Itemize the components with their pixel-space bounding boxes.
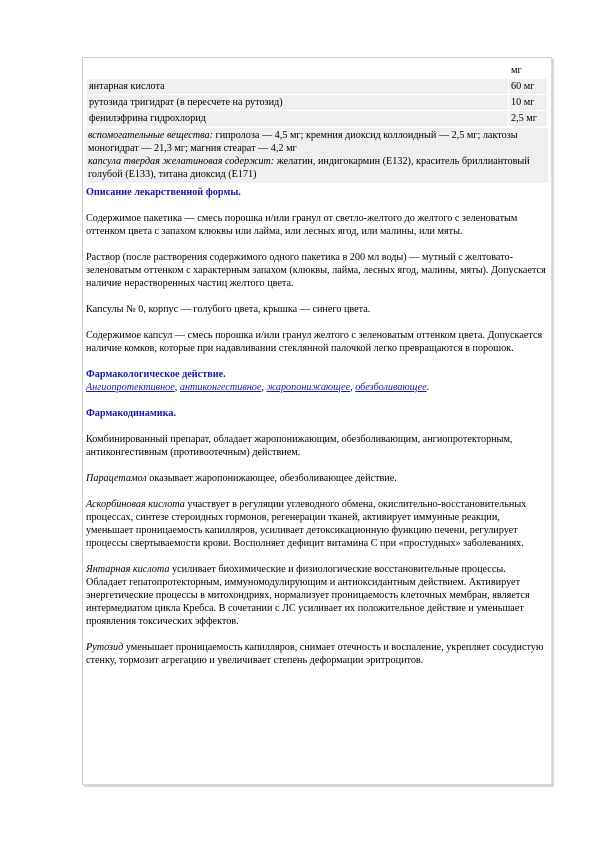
link-separator: ,	[261, 382, 267, 393]
link-separator: ,	[174, 382, 180, 393]
term-text: уменьшает проницаемость капилляров, снимает отечность и воспаление, укрепляет сосудистую стенку, тормозит агрегацию и увеличивает степень деформации эритроцитов.	[86, 642, 544, 666]
link-end: .	[426, 382, 430, 393]
pharmacodynamics-paragraph	[86, 641, 548, 667]
action-link-antipyretic[interactable]: жаропонижающее	[266, 382, 351, 393]
description-paragraph: Содержимое капсул — смесь порошка и/или гранул желтого с зеленоватым оттенком цвета. Допускается наличие комков, которые при надавливании стеклянной палочкой легко превращаются в порошок.	[86, 330, 543, 354]
composition-header-blank	[87, 63, 508, 78]
composition-row	[87, 79, 547, 94]
pharmacodynamics-paragraph	[86, 498, 548, 550]
term-text: усиливает биохимические и физиологические восстановительные процессы. Обладает гепатопротекторным, иммуномодулирующим и антиоксидантным действием. Активирует энергетические процессы в митохондриях, нормализует проницаемость клеточных мембран, является интермедиатом цикла Кребса. В сочетании с ЛС усиливает их положительное действие и уменьшает проявления токсических эффектов.	[86, 564, 530, 627]
unit-header: мг	[509, 63, 547, 78]
capsule-line	[88, 155, 546, 181]
pharmacodynamics-paragraph	[86, 472, 548, 485]
action-link-anticongestive[interactable]: антиконгестивное	[179, 382, 262, 393]
page-shadow-right	[551, 59, 554, 787]
term-succinic-acid: Янтарная кислота	[86, 564, 170, 575]
pharm-action-links	[86, 381, 548, 394]
composition-row	[87, 95, 547, 110]
description-paragraph: Раствор (после растворения содержимого одного пакетика в 200 мл воды) — мутный с желтовато-зеленоватым оттенком с характерным запахом (клюквы, лайма, лесных ягод, малины, мяты). Допускается наличие нерастворенных частиц желтого цвета.	[86, 252, 546, 289]
term-text: участвует в регуляции углеводного обмена, окислительно-восстановительных процессах, синтезе стероидных гормонов, регенерации тканей, активирует иммунные реакции, уменьшает проницаемость капилляров, усиливает детоксикационную функцию печени, регулирует процессы свертываемости крови. Восполняет дефицит витамина С при «простудных» заболеваниях.	[86, 499, 527, 549]
pharmacodynamics-paragraph: Комбинированный препарат, обладает жаропонижающим, обезболивающим, ангиопротекторным, антиконгестивным (противоотечным) действием.	[86, 434, 513, 458]
excipients-text: гипролоза — 4,5 мг; кремния диоксид коллоидный — 2,5 мг; лактозы моногидрат — 21,3 мг; магния стеарат — 4,2 мг	[88, 130, 518, 154]
excipients-label: вспомогательные вещества:	[88, 130, 213, 141]
ingredient-name: рутозида тригидрат (в пересчете на рутозид)	[87, 95, 508, 110]
ingredient-name: янтарная кислота	[87, 79, 508, 94]
pharm-action-heading: Фармакологическое действие.	[86, 369, 226, 380]
pharmacodynamics-paragraph	[86, 563, 548, 628]
term-paracetamol: Парацетамол	[86, 473, 147, 484]
description-paragraph: Капсулы № 0, корпус — голубого цвета, крышка — синего цвета.	[86, 304, 371, 315]
term-rutoside: Рутозид	[86, 642, 124, 653]
excipients-line	[88, 129, 546, 155]
excipients-block	[86, 128, 548, 183]
description-section	[86, 186, 548, 199]
term-text: оказывает жаропонижающее, обезболивающее действие.	[146, 473, 397, 484]
action-link-angioprotective[interactable]: Ангиопротективное	[86, 382, 175, 393]
ingredient-value: 10 мг	[509, 95, 547, 110]
description-paragraph: Содержимое пакетика — смесь порошка и/или гранул от светло-желтого до желтого с зеленоватым оттенком цвета с запахом клюквы или лайма, или лесных ягод, или малины, или мяты.	[86, 213, 518, 237]
term-ascorbic-acid: Аскорбиновая кислота	[86, 499, 185, 510]
composition-header-row	[87, 63, 547, 78]
ingredient-value: 2,5 мг	[509, 111, 547, 126]
page-shadow-bottom	[84, 784, 553, 787]
ingredient-name: фенилэфрина гидрохлорид	[87, 111, 508, 126]
composition-row	[87, 111, 547, 126]
composition-table	[86, 62, 548, 127]
ingredient-value: 60 мг	[509, 79, 547, 94]
action-link-analgesic[interactable]: обезболивающее	[355, 382, 427, 393]
document-content	[86, 62, 548, 667]
capsule-label: капсула твердая желатиновая содержит:	[88, 156, 275, 167]
description-heading: Описание лекарственной формы.	[86, 187, 241, 198]
link-separator: ,	[350, 382, 356, 393]
capsule-text: желатин, индигокармин (E132), краситель бриллиантовый голубой (E133), титана диоксид (E171)	[88, 156, 530, 180]
pharmacodynamics-heading: Фармакодинамика.	[86, 408, 177, 419]
